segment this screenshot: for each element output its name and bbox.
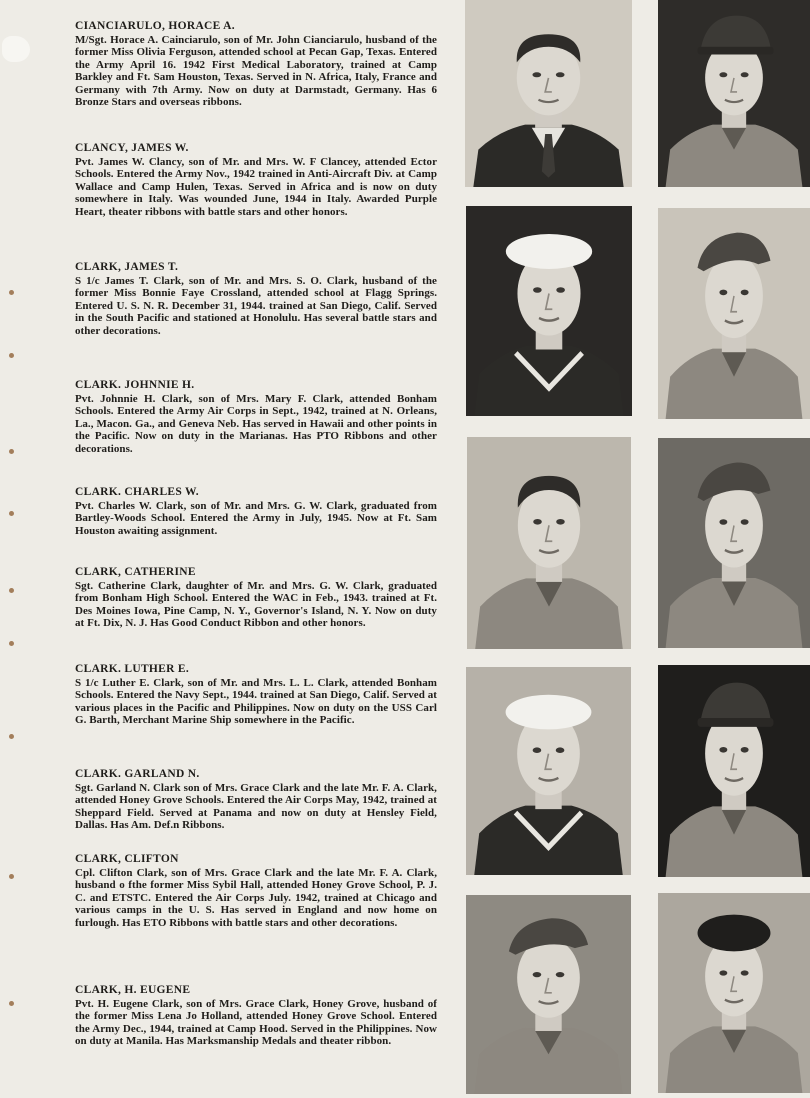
entry-name: CLARK, CLIFTON bbox=[75, 853, 179, 865]
portrait-photo bbox=[465, 0, 632, 187]
paper-tear bbox=[2, 36, 30, 62]
portrait-photo bbox=[658, 665, 810, 877]
entry-clark-luther bbox=[75, 663, 437, 727]
portrait-photo bbox=[466, 667, 631, 875]
entry-name: CLARK. CHARLES W. bbox=[75, 486, 199, 498]
entry-clark-clifton bbox=[75, 853, 437, 929]
entry-name: CLARK. GARLAND N. bbox=[75, 768, 200, 780]
entry-name: CLARK. LUTHER E. bbox=[75, 663, 190, 675]
entry-bio: S 1/c James T. Clark, son of Mr. and Mrs. S. O. Clark, husband of the former Miss Bonnie Faye Crossland, attended school at Flagg Springs. Entered U. S. N. R. December 31, 1944. trained at San Diego, Calif. Served in the South Pacific and stationed at Honolulu. Has several battle stars and other decorations. bbox=[75, 275, 437, 337]
entry-clancy-james bbox=[75, 142, 437, 218]
entry-name: CLARK, CATHERINE bbox=[75, 566, 196, 578]
entry-bio: Sgt. Catherine Clark, daughter of Mr. and Mrs. G. W. Clark, graduated from Bonham High School. Entered the WAC in Feb., 1943. trained at Ft. Des Moines Iowa, Pine Camp, N. Y., Governor's Island, N. Y. Now on duty at Ft. Dix, N. J. Has Good Conduct Ribbon and other honors. bbox=[75, 580, 437, 630]
entry-name: CLARK, H. EUGENE bbox=[75, 984, 191, 996]
entry-name: CLARK, JAMES T. bbox=[75, 261, 179, 273]
entry-bio: Cpl. Clifton Clark, son of Mrs. Grace Clark and the late Mr. F. A. Clark, husband o fthe former Miss Sybil Hall, attended Honey Grove School, P. J. C. and ETSTC. Entered the Air Corps July. 1942, trained at Chicago and various camps in the U. S. Has served in England and now home on furlough. Has ETO Ribbons with battle stars and other decorations. bbox=[75, 867, 437, 929]
entry-bio: Sgt. Garland N. Clark son of Mrs. Grace Clark and the late Mr. F. A. Clark, attended Honey Grove Schools. Entered the Air Corps May, 1942, trained at Sheppard Field. Served at Panama and now on duty at Hensley Field, Dallas. Has Am. Def.n Ribbons. bbox=[75, 782, 437, 832]
portrait-photo bbox=[658, 438, 810, 648]
entry-name: CLARK. JOHNNIE H. bbox=[75, 379, 195, 391]
entry-clark-charles bbox=[75, 486, 437, 537]
portrait-photo bbox=[467, 437, 631, 649]
entry-name: CIANCIARULO, HORACE A. bbox=[75, 20, 235, 32]
portrait-photo bbox=[658, 208, 810, 419]
entry-cianciarulo bbox=[75, 20, 437, 108]
entry-clark-eugene bbox=[75, 984, 437, 1048]
portrait-photo bbox=[658, 0, 810, 187]
entry-clark-garland bbox=[75, 768, 437, 832]
entry-bio: S 1/c Luther E. Clark, son of Mr. and Mrs. L. L. Clark, attended Bonham Schools. Entered the Navy Sept., 1944. trained at San Diego, Calif. Served at various places in the Pacific and Philippines. Now on duty on the USS Carl G. Barth, Merchant Marine Ship somewhere in the Pacific. bbox=[75, 677, 437, 727]
entry-clark-johnnie bbox=[75, 379, 437, 455]
entry-clark-catherine bbox=[75, 566, 437, 630]
entry-bio: Pvt. Charles W. Clark, son of Mr. and Mrs. G. W. Clark, graduated from Bartley-Woods School. Entered the Army in July, 1945. Now at Ft. Sam Houston awaiting assignment. bbox=[75, 500, 437, 537]
entry-name: CLANCY, JAMES W. bbox=[75, 142, 189, 154]
portrait-photo bbox=[658, 893, 810, 1093]
portrait-photo bbox=[466, 206, 632, 416]
entry-bio: Pvt. Johnnie H. Clark, son of Mrs. Mary F. Clark, attended Bonham Schools. Entered the Army Air Corps in Sept., 1942, trained at N. Orleans, La., Macon. Ga., and Geneva Neb. Has served in Hawaii and other points in the Pacific. Now on duty in the Marianas. Has PTO Ribbons and other decorations. bbox=[75, 393, 437, 455]
portrait-photo bbox=[466, 895, 631, 1094]
entry-clark-james bbox=[75, 261, 437, 337]
entry-bio: Pvt. James W. Clancy, son of Mr. and Mrs. W. F Clancey, attended Ector Schools. Entered the Army Nov., 1942 trained in Anti-Aircraft Div. at Camp Wallace and Camp Hulen, Texas. Served in Africa and is now on duty somewhere in Italy. Was wounded June, 1944 in Italy. Awarded Purple Heart, theater ribbons with battle stars and other honors. bbox=[75, 156, 437, 218]
entry-bio: Pvt. H. Eugene Clark, son of Mrs. Grace Clark, Honey Grove, husband of the former Miss Lena Jo Holland, attended Honey Grove School. Entered the Army Dec., 1944, trained at Camp Hood. Served in the Philippines. Now on duty at Manila. Has Marksmanship Medals and theater ribbon. bbox=[75, 998, 437, 1048]
entry-bio: M/Sgt. Horace A. Cainciarulo, son of Mr. John Cianciarulo, husband of the former Miss Olivia Ferguson, attended school at Pecan Gap, Texas. Entered the Army April 16. 1942 First Medical Laboratory, trained at Camp Barkley and Ft. Sam Houston, Texas. Served in N. Africa, Italy, France and Germany with 7th Army. Now on duty at Darmstadt, Germany. Has 6 Bronze Stars and overseas ribbons. bbox=[75, 34, 437, 109]
